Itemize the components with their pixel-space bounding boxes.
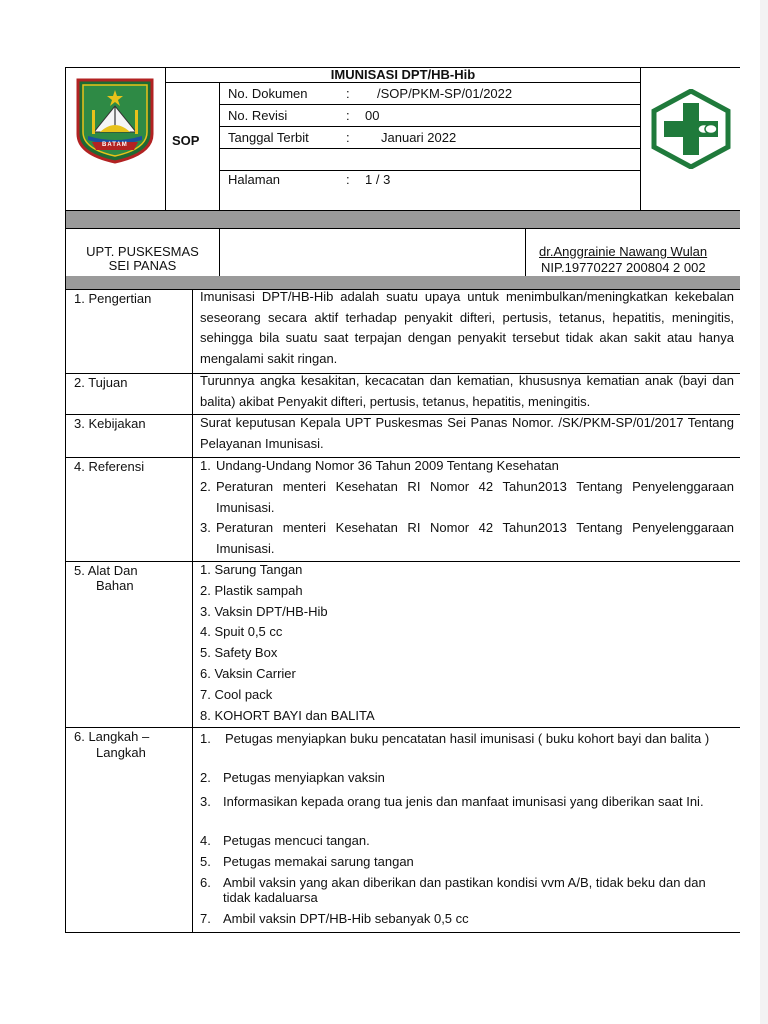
logo-divider — [165, 67, 166, 211]
list-item-number: 2. — [200, 582, 211, 598]
section-tujuan-label: 2. Tujuan — [74, 375, 128, 390]
alat-list — [200, 560, 734, 726]
list-item — [200, 518, 734, 560]
section-pengertian-label: 1. Pengertian — [74, 291, 152, 306]
tanggal-terbit-sep: : — [346, 130, 350, 145]
no-revisi-sep: : — [346, 108, 350, 123]
section-kebijakan-label: 3. Kebijakan — [74, 416, 146, 431]
list-item-text: Spuit 0,5 cc — [214, 624, 283, 640]
header-gray-band — [66, 211, 740, 228]
langkah-item-text-6: Ambil vaksin yang akan diberikan dan pastikan kondisi vvm A/B, tidak beku dan dan tidak kadaluarsa — [223, 875, 706, 905]
emblem-lettering: BATAM — [102, 142, 128, 148]
langkah-item-number-7: 7. — [200, 911, 211, 926]
document-title: IMUNISASI DPT/HB-Hib — [330, 67, 476, 82]
no-revisi-value: 00 — [365, 108, 380, 123]
langkah-item-number-1: 1. — [200, 731, 211, 746]
no-dokumen-label: No. Dokumen — [228, 86, 308, 101]
langkah-item-text-2: Petugas menyiapkan vaksin — [223, 770, 385, 785]
section-tujuan-text: Turunnya angka kesakitan, kecacatan dan kematian, khususnya kematian anak (bayi dan balita) akibat Penyakit difteri, pertusis, tetanus, hepatitis, meningitis. — [200, 373, 734, 409]
langkah-item-number-2: 2. — [200, 770, 211, 785]
table-left-border — [65, 67, 66, 932]
section-kebijakan-text: Surat keputusan Kepala UPT Puskesmas Sei Panas Nomor. /SK/PKM-SP/01/2017 Tentang Pelayanan Imunisasi. — [200, 415, 734, 451]
list-item-number: 8. — [200, 707, 211, 723]
list-item-number: 3. — [200, 603, 211, 619]
list-item — [200, 664, 734, 685]
institution-name-line2: SEI PANAS — [108, 258, 177, 273]
langkah-item-text-4: Petugas mencuci tangan. — [223, 833, 370, 848]
langkah-item-text-5: Petugas memakai sarung tangan — [223, 854, 414, 869]
list-item-text: Undang-Undang Nomor 36 Tahun 2009 Tentang Kesehatan — [216, 458, 559, 473]
row-divider-4 — [219, 170, 641, 171]
list-item — [200, 685, 734, 706]
list-item-number: 7. — [200, 686, 211, 702]
section-langkah-label-line2: Langkah — [96, 745, 146, 760]
langkah-item-number-3: 3. — [200, 794, 211, 809]
no-revisi-label: No. Revisi — [228, 108, 288, 123]
halaman-value: 1 / 3 — [365, 172, 391, 187]
right-logo-divider — [640, 67, 641, 211]
list-item-number: 2. — [200, 478, 211, 494]
list-item — [200, 643, 734, 664]
list-item-number: 6. — [200, 665, 211, 681]
list-item — [200, 560, 734, 581]
list-item — [200, 456, 734, 477]
table-bottom-border — [65, 932, 740, 933]
list-item-text: Vaksin Carrier — [214, 665, 296, 681]
list-item-text: Safety Box — [214, 645, 278, 661]
no-dokumen-value: /SOP/PKM-SP/01/2022 — [377, 86, 513, 101]
list-item-text: Sarung Tangan — [214, 562, 303, 577]
section-langkah-label-line1: 6. Langkah – — [74, 729, 150, 744]
section-referensi-label: 4. Referensi — [74, 459, 145, 474]
list-item — [200, 706, 734, 727]
list-item-text: KOHORT BAYI dan BALITA — [214, 707, 375, 723]
sop-label: SOP — [172, 133, 200, 148]
institution-name-line1: UPT. PUSKESMAS — [86, 244, 199, 259]
section-alat-label-line1: 5. Alat Dan — [74, 563, 138, 578]
list-item-number: 1. — [200, 562, 211, 577]
signer-name: dr.Anggrainie Nawang Wulan — [539, 244, 708, 259]
content-column-divider — [192, 289, 193, 932]
list-item — [200, 622, 734, 643]
row-divider-2 — [219, 126, 641, 127]
row-divider-1 — [219, 104, 641, 105]
inst-divider-left — [219, 228, 220, 276]
list-item-number: 5. — [200, 645, 211, 661]
list-item-text: Plastik sampah — [214, 582, 303, 598]
langkah-item-text-7: Ambil vaksin DPT/HB-Hib sebanyak 0,5 cc — [223, 911, 469, 926]
section-pengertian-text: Imunisasi DPT/HB-Hib adalah suatu upaya untuk menimbulkan/meningkatkan kekebalan seseorang secara aktif terhadap penyakit difteri, pertusis, tetanus, hepatitis, meningitis, sehingga bila suatu saat terpajan dengan penyakit tersebut tidak akan sakit atau hanya mengalami sakit ringan. — [200, 289, 734, 367]
list-item-text: Peraturan menteri Kesehatan RI Nomor 42 Tahun2013 Tentang Penyelenggaraan Imunisasi. — [216, 520, 734, 557]
list-item-number: 3. — [200, 520, 211, 536]
list-item — [200, 581, 734, 602]
row-divider-3 — [219, 148, 641, 149]
referensi-list — [200, 456, 734, 560]
langkah-item-number-6: 6. — [200, 875, 211, 890]
section-alat-label-line2: Bahan — [96, 578, 134, 593]
halaman-label: Halaman — [228, 172, 281, 187]
list-item-text: Peraturan menteri Kesehatan RI Nomor 42 Tahun2013 Tentang Penyelenggaraan Imunisasi. — [216, 478, 734, 515]
langkah-item-text-1: Petugas menyiapkan buku pencatatan hasil imunisasi ( buku kohort bayi dan balita ) — [225, 731, 710, 746]
puskesmas-logo-icon — [650, 89, 732, 169]
tanggal-terbit-value: Januari 2022 — [381, 130, 457, 145]
sop-divider — [219, 82, 220, 211]
list-item-number: 4. — [200, 624, 211, 640]
list-item-text: Cool pack — [214, 686, 273, 702]
signer-nip: NIP.19770227 200804 2 002 — [541, 260, 706, 275]
list-item-text: Vaksin DPT/HB-Hib — [214, 603, 328, 619]
list-item — [200, 602, 734, 623]
inst-divider-right — [525, 228, 526, 276]
tanggal-terbit-label: Tanggal Terbit — [228, 130, 309, 145]
langkah-item-number-5: 5. — [200, 854, 211, 869]
no-dokumen-sep: : — [346, 86, 350, 101]
langkah-item-number-4: 4. — [200, 833, 211, 848]
list-item-number: 1. — [200, 458, 211, 473]
row-border-langkah — [65, 727, 740, 728]
list-item — [200, 477, 734, 519]
batam-emblem-icon — [72, 76, 158, 164]
band-bottom-border — [65, 228, 740, 229]
halaman-sep: : — [346, 172, 350, 187]
langkah-item-text-3: Informasikan kepada orang tua jenis dan manfaat imunisasi yang diberikan saat Ini. — [223, 794, 704, 809]
